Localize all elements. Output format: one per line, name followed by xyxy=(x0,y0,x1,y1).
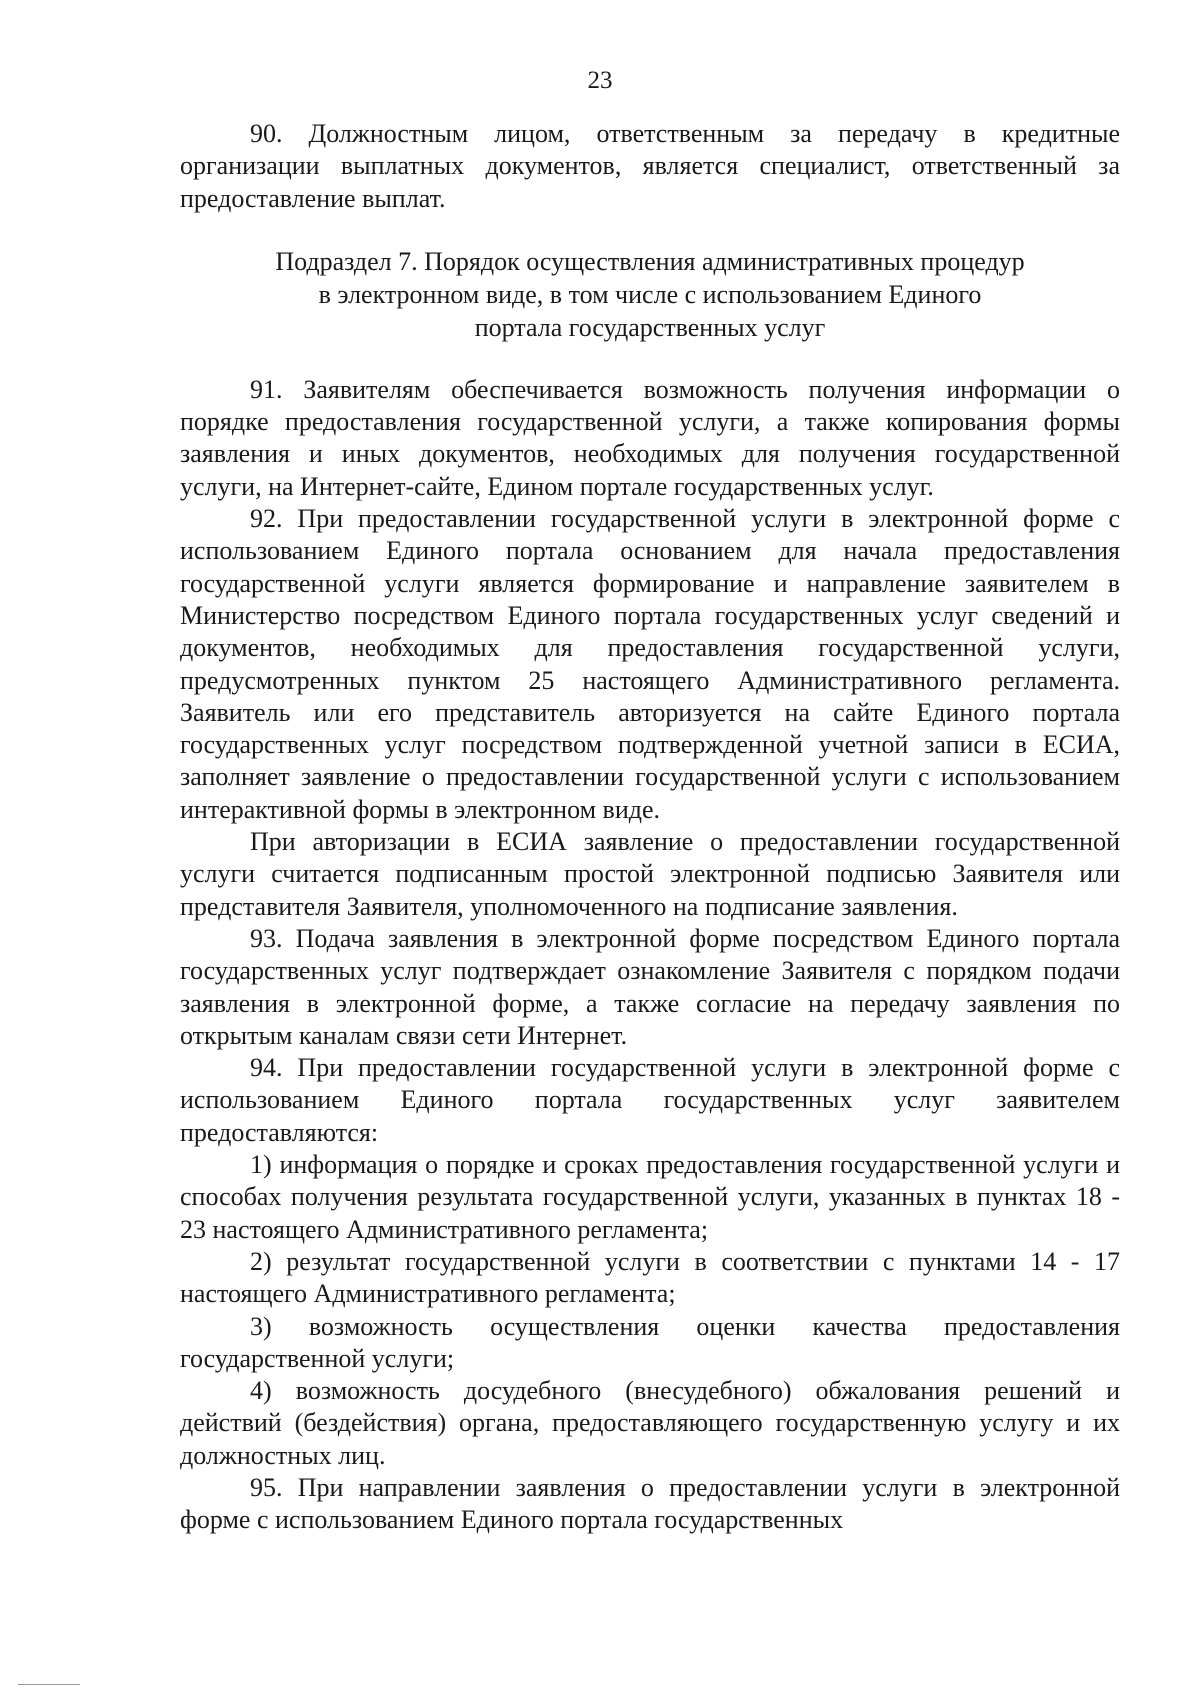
paragraph-95: 95. При направлении заявления о предоставлении услуги в электронной форме с использованием Единого портала государственных xyxy=(180,1472,1120,1535)
paragraph-92-continued: При авторизации в ЕСИА заявление о предоставлении государственной услуги считается подписанным простой электронной подписью Заявителя или представителя Заявителя, уполномоченного на подписание заявления. xyxy=(180,827,1120,921)
page-number: 23 xyxy=(587,67,613,94)
footer-rule xyxy=(18,1684,80,1685)
list-item-94-3: 3) возможность осуществления оценки качества предоставления государственной услуги; xyxy=(180,1311,1120,1373)
list-item-94-1: 1) информация о порядке и сроках предоставления государственной услуги и способах получения результата государственной услуги, указанных в пунктах 18 - 23 настоящего Административного регламента; xyxy=(180,1150,1120,1244)
section-heading xyxy=(180,245,1120,344)
paragraph-93: 93. Подача заявления в электронной форме посредством Единого портала государственных услуг подтверждает ознакомление Заявителя с порядком подачи заявления в электронной форме, а также согласие на передачу заявления по открытым каналам связи сети Интернет. xyxy=(180,923,1120,1050)
paragraph-90: 90. Должностным лицом, ответственным за передачу в кредитные организации выплатных документов, является специалист, ответственный за предоставление выплат. xyxy=(180,119,1120,213)
document-body xyxy=(180,118,1120,1537)
section-heading-line-1: Подраздел 7. Порядок осуществления административных процедур xyxy=(275,246,1025,276)
paragraph-94: 94. При предоставлении государственной услуги в электронной форме с использованием Единого портала государственных услуг заявителем предоставляются: xyxy=(180,1053,1120,1147)
section-heading-line-2: в электронном виде, в том числе с использованием Единого xyxy=(318,279,982,309)
list-item-94-2: 2) результат государственной услуги в соответствии с пунктами 14 - 17 настоящего Административного регламента; xyxy=(180,1246,1120,1309)
paragraph-92: 92. При предоставлении государственной услуги в электронной форме с использованием Единого портала основанием для начала предоставления государственной услуги является формирование и направление заявителем в Министерство посредством Единого портала государственных услуг сведений и документов, необходимых для предоставления государственной услуги, предусмотренных пунктом 25 настоящего Административного регламента. Заявитель или его представитель авторизуется на сайте Единого портала государственных услуг посредством подтвержденной учетной записи в ЕСИА, заполняет заявление о предоставлении государственной услуги с использованием интерактивной формы в электронном виде. xyxy=(180,504,1120,824)
list-item-94-4: 4) возможность досудебного (внесудебного) обжалования решений и действий (бездействия) органа, предоставляющего государственную услугу и их должностных лиц. xyxy=(180,1376,1120,1470)
paragraph-91: 91. Заявителям обеспечивается возможность получения информации о порядке предоставления государственной услуги, а также копирования формы заявления и иных документов, необходимых для получения государственной услуги, на Интернет-сайте, Едином портале государственных услуг. xyxy=(180,374,1120,501)
section-heading-line-3: портала государственных услуг xyxy=(474,312,826,342)
